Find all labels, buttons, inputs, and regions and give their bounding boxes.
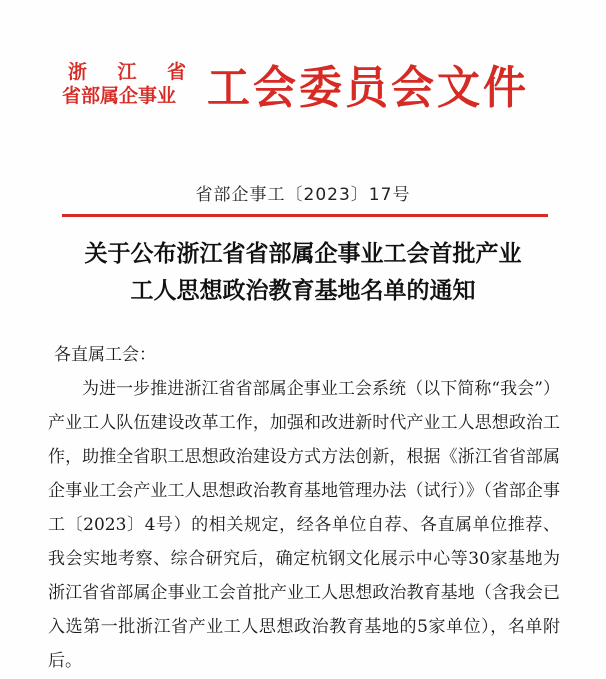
document-number: 省部企事工〔2023〕17号 xyxy=(195,185,411,205)
issuer-char: 浙 xyxy=(68,61,88,83)
title-line-1: 关于公布浙江省省部属企事业工会首批产业 xyxy=(84,241,522,267)
issuer-char: 江 xyxy=(117,61,137,83)
salutation: 各直属工会： xyxy=(54,345,156,365)
issuer-province-line xyxy=(62,60,186,84)
issuer-char: 省 xyxy=(166,61,186,83)
issuer-name-small xyxy=(62,60,200,108)
letterhead xyxy=(62,60,542,120)
title-line-2: 工人思想政治教育基地名单的通知 xyxy=(130,278,476,304)
issuer-name-main: 工会委员会文件 xyxy=(207,62,529,115)
document-title xyxy=(30,236,576,310)
document-body xyxy=(48,338,560,678)
body-paragraph: 为进一步推进浙江省省部属企事业工会系统（以下简称“我会”）产业工人队伍建设改革工作，加强和改进新时代产业工人思想政治工作，助推全省职工思想政治建设方式方法创新，根据《浙江省省部属企事业工会产业工人思想政治教育基地管理办法（试行）》（省部企事工〔2023〕4号）的相关规定，经各单位自荐、各直属单位推荐、我会实地考察、综合研究后，确定杭钢文化展示中心等30家基地为浙江省省部属企事业工会首批产业工人思想政治教育基地（含我会已入选第一批浙江省产业工人思想政治教育基地的5家单位），名单附后。 xyxy=(48,379,560,671)
red-divider-line xyxy=(62,214,548,217)
issuer-org-line: 省部属企事业 xyxy=(62,85,177,107)
